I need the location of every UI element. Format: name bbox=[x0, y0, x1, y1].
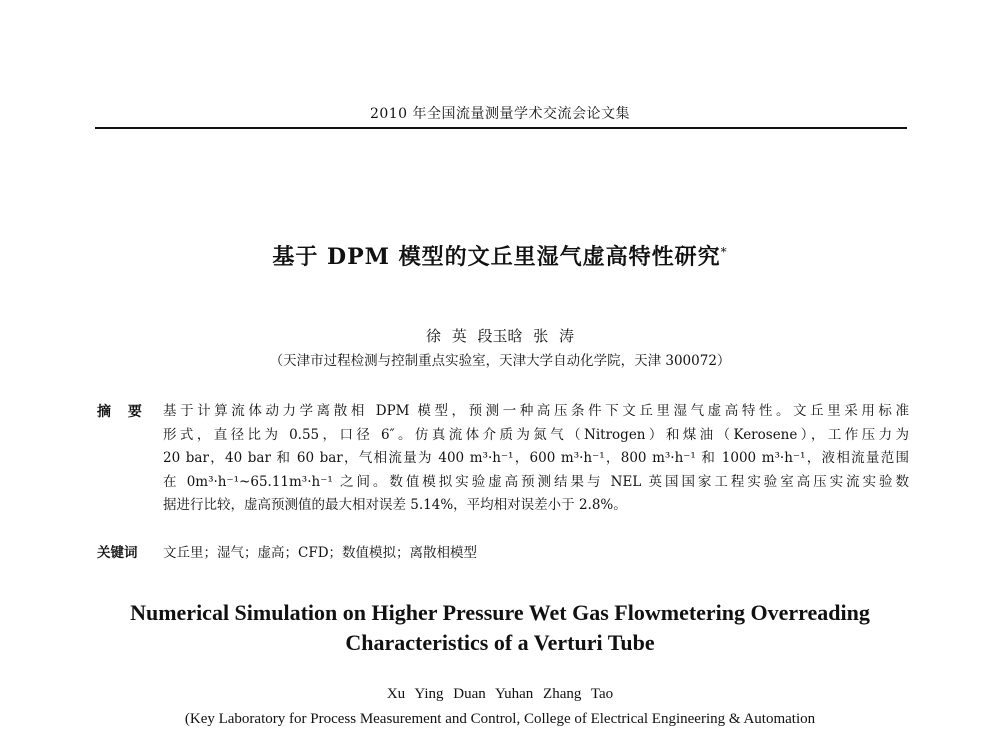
keywords-label: 关键词 bbox=[97, 545, 138, 561]
abstract-line: 基于计算流体动力学离散相 DPM 模型，预测一种高压条件下文丘里湿气虚高特性。文丘里采用标准 bbox=[163, 403, 909, 419]
abstract-line: 在 0m³·h⁻¹~65.11m³·h⁻¹ 之间。数值模拟实验虚高预测结果与 NEL 英国国家工程实验室高压实流实验数 bbox=[163, 473, 909, 490]
cn-authors: 徐 英 段玉晗 张 涛 bbox=[425, 327, 575, 345]
en-title-line: Numerical Simulation on Higher Pressure Wet Gas Flowmetering Overreading bbox=[130, 600, 870, 625]
running-header: 2010 年全国流量测量学术交流会论文集 bbox=[369, 106, 631, 122]
abstract-line: 形式，直径比为 0.55，口径 6″。仿真流体介质为氮气（Nitrogen）和煤油（Kerosene），工作压力为 bbox=[163, 426, 909, 443]
en-authors: Xu Ying Duan Yuhan Zhang Tao bbox=[386, 686, 614, 702]
keywords-row bbox=[97, 541, 909, 561]
cn-title-footnote-mark: * bbox=[720, 245, 728, 259]
cn-affiliation: （天津市过程检测与控制重点实验室，天津大学自动化学院，天津 300072） bbox=[269, 353, 731, 369]
en-affiliation: (Key Laboratory for Process Measurement and Control, College of Electrical Engineering & Automation bbox=[184, 711, 816, 727]
abstract-text bbox=[163, 401, 909, 519]
header-rule bbox=[95, 127, 907, 129]
cn-title-text: 基于 DPM 模型的文丘里湿气虚高特性研究 bbox=[272, 244, 721, 270]
abstract-line: 20 bar，40 bar 和 60 bar，气相流量为 400 m³·h⁻¹，600 m³·h⁻¹，800 m³·h⁻¹ 和 1000 m³·h⁻¹，液相流量范围 bbox=[163, 450, 909, 466]
en-title-line: Characteristics of a Verturi Tube bbox=[345, 630, 655, 655]
keywords-text: 文丘里；湿气；虚高；CFD；数值模拟；离散相模型 bbox=[163, 545, 478, 561]
en-title bbox=[0, 598, 1000, 658]
cn-title bbox=[0, 240, 1000, 271]
abstract-line: 据进行比较，虚高预测值的最大相对误差 5.14%，平均相对误差小于 2.8%。 bbox=[163, 497, 627, 513]
abstract-label: 摘 要 bbox=[97, 404, 148, 420]
